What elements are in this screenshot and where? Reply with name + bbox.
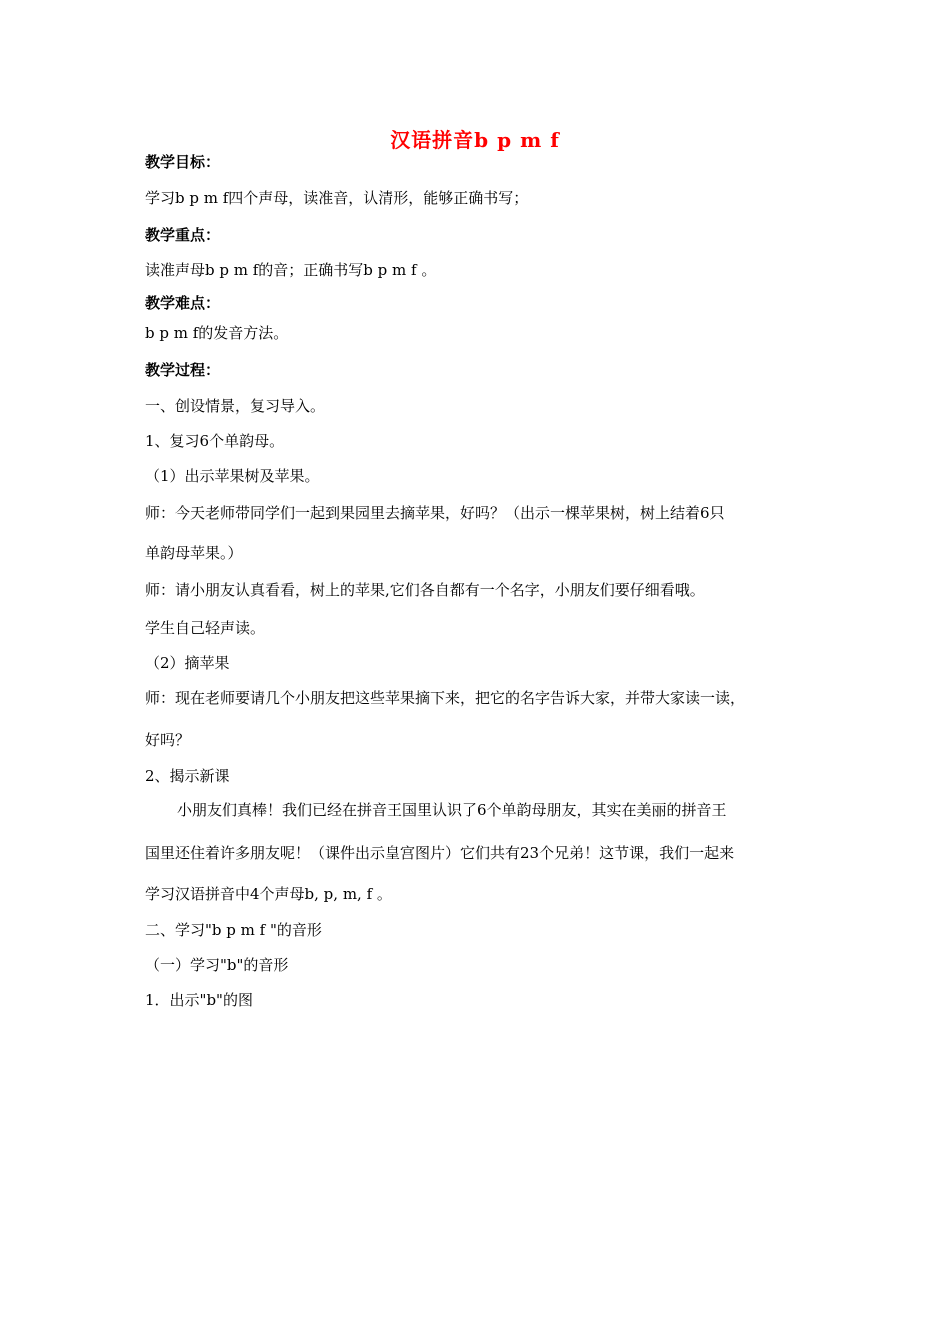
- teacher-line1a: 师：今天老师带同学们一起到果园里去摘苹果，好吗？（出示一棵苹果树，树上结着6只: [145, 504, 725, 522]
- process-heading: 教学过程：: [145, 361, 221, 379]
- difficulties-text: b p m f的发音方法。: [145, 324, 289, 342]
- section1-sub2: （2）摘苹果: [145, 654, 230, 672]
- key-points-text: 读准声母b p m f的音；正确书写b p m f 。: [145, 261, 437, 279]
- teacher-line1b: 单韵母苹果。）: [145, 544, 243, 562]
- section1-title: 一、创设情景，复习导入。: [145, 397, 326, 415]
- teacher-line3a: 师：现在老师要请几个小朋友把这些苹果摘下来，把它的名字告诉大家，并带大家读一读，: [145, 689, 746, 707]
- teacher-line2: 师：请小朋友认真看看，树上的苹果,它们各自都有一个名字，小朋友们要仔细看哦。: [145, 581, 705, 599]
- document-title: 汉语拼音b p m f: [390, 128, 560, 152]
- paragraph-line-a: 小朋友们真棒！我们已经在拼音王国里认识了6个单韵母朋友，其实在美丽的拼音王: [177, 801, 727, 819]
- objectives-heading: 教学目标：: [145, 153, 221, 171]
- section1-item2: 2、揭示新课: [145, 767, 230, 785]
- paragraph-line-c: 学习汉语拼音中4个声母b, p, m, f 。: [145, 885, 392, 903]
- paragraph-line-b: 国里还住着许多朋友呢！（课件出示皇宫图片）它们共有23个兄弟！这节课，我们一起来: [145, 844, 735, 862]
- teacher-line3b: 好吗？: [145, 731, 191, 749]
- objectives-text: 学习b p m f四个声母，读准音，认清形，能够正确书写；: [145, 189, 529, 207]
- section1-item1: 1、复习6个单韵母。: [145, 432, 285, 450]
- student-line: 学生自己轻声读。: [145, 619, 266, 637]
- key-points-heading: 教学重点：: [145, 226, 221, 244]
- section2-title: 二、学习"b p m f "的音形: [145, 921, 322, 939]
- section2-sub1: （一）学习"b"的音形: [145, 956, 289, 974]
- section2-sub1-item1: 1．出示"b"的图: [145, 991, 253, 1009]
- difficulties-heading: 教学难点：: [145, 294, 221, 312]
- section1-sub1: （1）出示苹果树及苹果。: [145, 467, 320, 485]
